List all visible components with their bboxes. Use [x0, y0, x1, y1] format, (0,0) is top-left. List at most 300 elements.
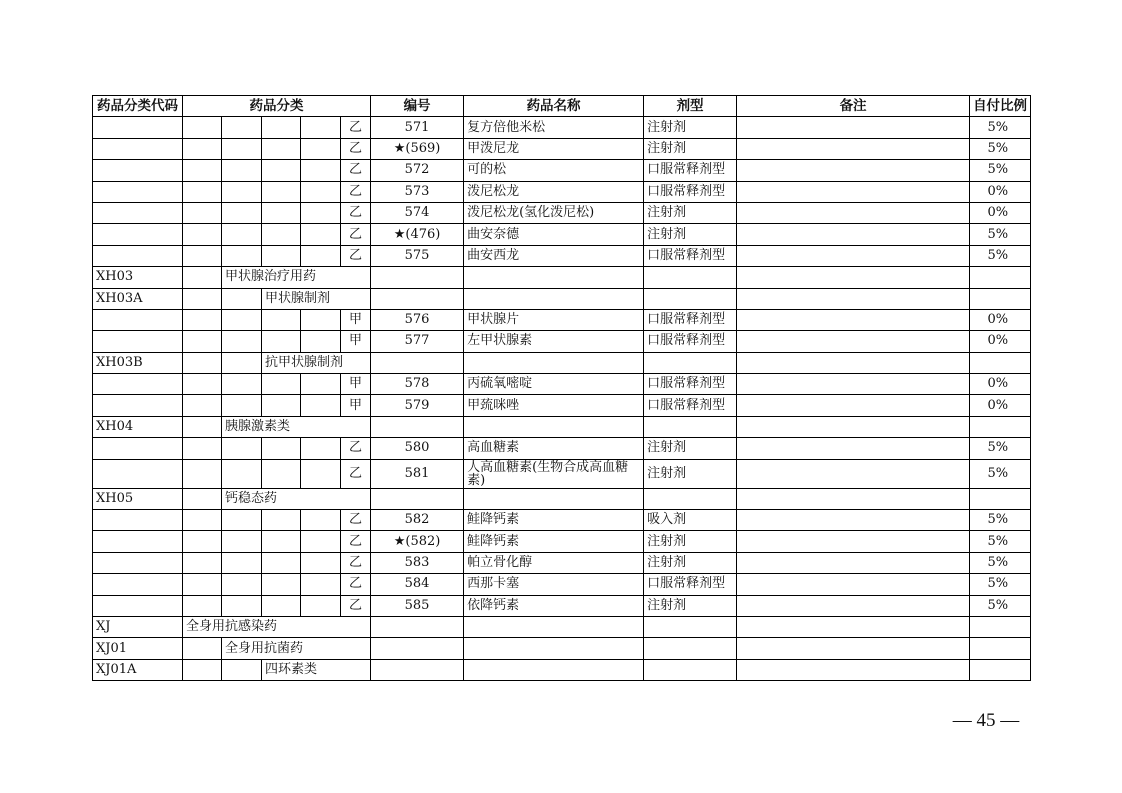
category-indent-cell	[183, 488, 222, 509]
drug-name: 帕立骨化醇	[464, 552, 644, 573]
category-indent-cell	[183, 574, 222, 595]
category-indent-cell	[262, 459, 301, 488]
drug-number: 577	[371, 331, 464, 352]
self-pay-ratio: 0%	[970, 202, 1031, 223]
drug-form: 吸入剂	[644, 510, 737, 531]
self-pay-ratio: 5%	[970, 510, 1031, 531]
drug-row	[93, 138, 1031, 159]
drug-number: 571	[371, 117, 464, 138]
category-code	[93, 459, 183, 488]
category-indent-cell	[301, 224, 341, 245]
category-label: 甲状腺制剂	[262, 288, 371, 309]
self-pay-ratio: 0%	[970, 374, 1031, 395]
ratio-cell	[970, 288, 1031, 309]
category-indent-cell	[301, 117, 341, 138]
drug-remark	[737, 552, 970, 573]
category-label: 钙稳态药	[222, 488, 371, 509]
drug-row	[93, 202, 1031, 223]
drug-form: 口服常释剂型	[644, 331, 737, 352]
drug-form: 口服常释剂型	[644, 374, 737, 395]
ratio-cell	[970, 616, 1031, 637]
name-cell	[464, 288, 644, 309]
drug-form: 口服常释剂型	[644, 574, 737, 595]
category-code	[93, 117, 183, 138]
category-code	[93, 160, 183, 181]
drug-name: 左甲状腺素	[464, 331, 644, 352]
drug-remark	[737, 138, 970, 159]
drug-name: 可的松	[464, 160, 644, 181]
drug-name: 鲑降钙素	[464, 531, 644, 552]
drug-remark	[737, 202, 970, 223]
category-indent-cell	[301, 160, 341, 181]
category-indent-cell	[183, 395, 222, 416]
category-row	[93, 488, 1031, 509]
category-indent-cell	[262, 138, 301, 159]
form-cell	[644, 638, 737, 659]
drug-form: 注射剂	[644, 138, 737, 159]
drug-name: 甲巯咪唑	[464, 395, 644, 416]
ratio-cell	[970, 416, 1031, 437]
drug-name: 曲安西龙	[464, 245, 644, 266]
self-pay-ratio: 5%	[970, 595, 1031, 616]
category-indent-cell	[222, 438, 262, 459]
drug-form: 口服常释剂型	[644, 181, 737, 202]
category-label: 四环素类	[262, 659, 371, 680]
ratio-cell	[970, 659, 1031, 680]
header-category: 药品分类	[183, 96, 371, 117]
page-number: — 45 —	[952, 710, 1020, 731]
drug-number: 583	[371, 552, 464, 573]
category-indent-cell	[301, 309, 341, 330]
drug-name: 曲安奈德	[464, 224, 644, 245]
category-indent-cell	[183, 552, 222, 573]
category-indent-cell	[262, 117, 301, 138]
form-cell	[644, 488, 737, 509]
category-indent-cell	[262, 331, 301, 352]
drug-form: 口服常释剂型	[644, 245, 737, 266]
drug-class: 甲	[341, 309, 371, 330]
drug-class: 乙	[341, 117, 371, 138]
category-code	[93, 374, 183, 395]
drug-name: 泼尼松龙	[464, 181, 644, 202]
category-indent-cell	[222, 552, 262, 573]
drug-form: 口服常释剂型	[644, 395, 737, 416]
drug-remark	[737, 459, 970, 488]
drug-remark	[737, 309, 970, 330]
category-code	[93, 331, 183, 352]
drug-remark	[737, 510, 970, 531]
drug-row	[93, 374, 1031, 395]
category-indent-cell	[222, 138, 262, 159]
category-indent-cell	[262, 224, 301, 245]
category-indent-cell	[183, 202, 222, 223]
category-indent-cell	[301, 438, 341, 459]
category-code	[93, 202, 183, 223]
self-pay-ratio: 0%	[970, 331, 1031, 352]
form-cell	[644, 659, 737, 680]
header-ratio: 自付比例	[970, 96, 1031, 117]
category-indent-cell	[183, 117, 222, 138]
self-pay-ratio: 5%	[970, 438, 1031, 459]
category-indent-cell	[222, 160, 262, 181]
name-cell	[464, 267, 644, 288]
drug-row	[93, 331, 1031, 352]
category-row	[93, 659, 1031, 680]
self-pay-ratio: 5%	[970, 138, 1031, 159]
category-indent-cell	[262, 202, 301, 223]
drug-class: 乙	[341, 181, 371, 202]
drug-number: ★(569)	[371, 138, 464, 159]
category-indent-cell	[301, 574, 341, 595]
number-cell	[371, 267, 464, 288]
category-code	[93, 395, 183, 416]
category-indent-cell	[301, 202, 341, 223]
drug-name: 丙硫氧嘧啶	[464, 374, 644, 395]
drug-class: 乙	[341, 438, 371, 459]
name-cell	[464, 488, 644, 509]
drug-name: 甲状腺片	[464, 309, 644, 330]
drug-form: 注射剂	[644, 459, 737, 488]
category-indent-cell	[222, 395, 262, 416]
drug-class: 乙	[341, 160, 371, 181]
category-indent-cell	[262, 160, 301, 181]
table-body	[93, 117, 1031, 681]
category-indent-cell	[301, 181, 341, 202]
drug-form: 注射剂	[644, 595, 737, 616]
category-indent-cell	[222, 309, 262, 330]
remark-cell	[737, 638, 970, 659]
drug-row	[93, 459, 1031, 488]
category-code: XJ01	[93, 638, 183, 659]
name-cell	[464, 352, 644, 373]
category-indent-cell	[262, 510, 301, 531]
category-row	[93, 416, 1031, 437]
drug-class: 乙	[341, 531, 371, 552]
drug-name: 高血糖素	[464, 438, 644, 459]
category-label: 全身用抗感染药	[183, 616, 371, 637]
category-label: 甲状腺治疗用药	[222, 267, 371, 288]
drug-number: 572	[371, 160, 464, 181]
drug-number: 575	[371, 245, 464, 266]
self-pay-ratio: 5%	[970, 531, 1031, 552]
form-cell	[644, 288, 737, 309]
header-code: 药品分类代码	[93, 96, 183, 117]
drug-form: 注射剂	[644, 117, 737, 138]
category-label: 抗甲状腺制剂	[262, 352, 371, 373]
drug-row	[93, 395, 1031, 416]
drug-name: 依降钙素	[464, 595, 644, 616]
drug-list-table	[92, 95, 1031, 681]
ratio-cell	[970, 352, 1031, 373]
number-cell	[371, 616, 464, 637]
category-row	[93, 352, 1031, 373]
name-cell	[464, 616, 644, 637]
drug-form: 注射剂	[644, 438, 737, 459]
category-indent-cell	[183, 659, 222, 680]
category-label: 全身用抗菌药	[222, 638, 371, 659]
category-indent-cell	[222, 374, 262, 395]
category-indent-cell	[183, 181, 222, 202]
category-indent-cell	[183, 531, 222, 552]
category-code: XJ	[93, 616, 183, 637]
category-indent-cell	[262, 309, 301, 330]
drug-name: 人高血糖素(生物合成高血糖素)	[464, 459, 644, 488]
drug-class: 甲	[341, 331, 371, 352]
drug-number: 576	[371, 309, 464, 330]
header-number: 编号	[371, 96, 464, 117]
category-indent-cell	[222, 595, 262, 616]
drug-remark	[737, 245, 970, 266]
category-code	[93, 574, 183, 595]
number-cell	[371, 416, 464, 437]
category-code: XJ01A	[93, 659, 183, 680]
category-indent-cell	[262, 395, 301, 416]
category-row	[93, 638, 1031, 659]
category-indent-cell	[301, 395, 341, 416]
remark-cell	[737, 416, 970, 437]
drug-name: 鲑降钙素	[464, 510, 644, 531]
self-pay-ratio: 5%	[970, 117, 1031, 138]
drug-row	[93, 245, 1031, 266]
drug-form: 口服常释剂型	[644, 309, 737, 330]
remark-cell	[737, 288, 970, 309]
category-indent-cell	[262, 181, 301, 202]
category-indent-cell	[301, 510, 341, 531]
category-row	[93, 288, 1031, 309]
self-pay-ratio: 5%	[970, 224, 1031, 245]
drug-remark	[737, 574, 970, 595]
drug-row	[93, 595, 1031, 616]
category-indent-cell	[183, 510, 222, 531]
drug-number: 581	[371, 459, 464, 488]
drug-number: 579	[371, 395, 464, 416]
drug-name: 西那卡塞	[464, 574, 644, 595]
form-cell	[644, 267, 737, 288]
category-code	[93, 438, 183, 459]
category-indent-cell	[183, 331, 222, 352]
drug-remark	[737, 117, 970, 138]
drug-number: 580	[371, 438, 464, 459]
category-indent-cell	[222, 352, 262, 373]
self-pay-ratio: 5%	[970, 459, 1031, 488]
category-indent-cell	[222, 288, 262, 309]
category-indent-cell	[262, 374, 301, 395]
category-indent-cell	[222, 117, 262, 138]
category-indent-cell	[301, 374, 341, 395]
drug-form: 注射剂	[644, 224, 737, 245]
category-indent-cell	[262, 574, 301, 595]
self-pay-ratio: 5%	[970, 160, 1031, 181]
drug-class: 乙	[341, 459, 371, 488]
category-code: XH05	[93, 488, 183, 509]
drug-number: ★(476)	[371, 224, 464, 245]
category-code: XH04	[93, 416, 183, 437]
drug-name: 泼尼松龙(氢化泼尼松)	[464, 202, 644, 223]
header-form: 剂型	[644, 96, 737, 117]
category-indent-cell	[262, 245, 301, 266]
category-indent-cell	[183, 459, 222, 488]
category-code	[93, 510, 183, 531]
category-indent-cell	[183, 595, 222, 616]
drug-remark	[737, 331, 970, 352]
drug-row	[93, 531, 1031, 552]
category-indent-cell	[183, 160, 222, 181]
drug-remark	[737, 595, 970, 616]
category-indent-cell	[301, 245, 341, 266]
category-indent-cell	[301, 552, 341, 573]
drug-remark	[737, 531, 970, 552]
remark-cell	[737, 616, 970, 637]
category-indent-cell	[222, 331, 262, 352]
category-code	[93, 224, 183, 245]
drug-form: 注射剂	[644, 552, 737, 573]
form-cell	[644, 352, 737, 373]
category-code: XH03B	[93, 352, 183, 373]
drug-row	[93, 574, 1031, 595]
self-pay-ratio: 5%	[970, 574, 1031, 595]
drug-row	[93, 224, 1031, 245]
drug-class: 乙	[341, 138, 371, 159]
category-code	[93, 181, 183, 202]
category-indent-cell	[222, 224, 262, 245]
drug-class: 乙	[341, 595, 371, 616]
name-cell	[464, 659, 644, 680]
category-indent-cell	[222, 510, 262, 531]
self-pay-ratio: 5%	[970, 245, 1031, 266]
category-code: XH03	[93, 267, 183, 288]
drug-number: 578	[371, 374, 464, 395]
drug-class: 乙	[341, 224, 371, 245]
drug-class: 乙	[341, 202, 371, 223]
category-code	[93, 138, 183, 159]
category-indent-cell	[183, 138, 222, 159]
number-cell	[371, 659, 464, 680]
header-remark: 备注	[737, 96, 970, 117]
drug-row	[93, 309, 1031, 330]
form-cell	[644, 616, 737, 637]
category-indent-cell	[301, 595, 341, 616]
number-cell	[371, 638, 464, 659]
drug-row	[93, 552, 1031, 573]
self-pay-ratio: 0%	[970, 395, 1031, 416]
name-cell	[464, 638, 644, 659]
number-cell	[371, 488, 464, 509]
header-name: 药品名称	[464, 96, 644, 117]
category-indent-cell	[183, 438, 222, 459]
drug-remark	[737, 374, 970, 395]
drug-row	[93, 117, 1031, 138]
drug-name: 复方倍他米松	[464, 117, 644, 138]
category-code	[93, 309, 183, 330]
drug-class: 乙	[341, 552, 371, 573]
drug-row	[93, 510, 1031, 531]
category-indent-cell	[262, 531, 301, 552]
drug-form: 口服常释剂型	[644, 160, 737, 181]
drug-row	[93, 181, 1031, 202]
table-header-row	[93, 96, 1031, 117]
category-indent-cell	[301, 459, 341, 488]
drug-remark	[737, 224, 970, 245]
category-indent-cell	[262, 595, 301, 616]
category-code	[93, 595, 183, 616]
category-indent-cell	[222, 574, 262, 595]
name-cell	[464, 416, 644, 437]
drug-number: 585	[371, 595, 464, 616]
category-indent-cell	[301, 331, 341, 352]
self-pay-ratio: 0%	[970, 181, 1031, 202]
category-indent-cell	[222, 531, 262, 552]
category-indent-cell	[183, 638, 222, 659]
category-code: XH03A	[93, 288, 183, 309]
drug-remark	[737, 438, 970, 459]
drug-number: 582	[371, 510, 464, 531]
drug-name: 甲泼尼龙	[464, 138, 644, 159]
category-indent-cell	[183, 245, 222, 266]
drug-remark	[737, 160, 970, 181]
category-indent-cell	[301, 531, 341, 552]
drug-number: 573	[371, 181, 464, 202]
category-code	[93, 552, 183, 573]
ratio-cell	[970, 488, 1031, 509]
drug-row	[93, 438, 1031, 459]
drug-remark	[737, 181, 970, 202]
remark-cell	[737, 267, 970, 288]
drug-remark	[737, 395, 970, 416]
category-indent-cell	[222, 459, 262, 488]
category-indent-cell	[183, 416, 222, 437]
category-indent-cell	[262, 438, 301, 459]
drug-class: 乙	[341, 510, 371, 531]
category-indent-cell	[262, 552, 301, 573]
self-pay-ratio: 0%	[970, 309, 1031, 330]
ratio-cell	[970, 267, 1031, 288]
self-pay-ratio: 5%	[970, 552, 1031, 573]
category-indent-cell	[183, 267, 222, 288]
drug-form: 注射剂	[644, 531, 737, 552]
drug-number: ★(582)	[371, 531, 464, 552]
form-cell	[644, 416, 737, 437]
drug-class: 甲	[341, 374, 371, 395]
number-cell	[371, 352, 464, 373]
remark-cell	[737, 352, 970, 373]
ratio-cell	[970, 638, 1031, 659]
category-row	[93, 616, 1031, 637]
drug-class: 乙	[341, 574, 371, 595]
remark-cell	[737, 488, 970, 509]
remark-cell	[737, 659, 970, 680]
category-indent-cell	[183, 224, 222, 245]
number-cell	[371, 288, 464, 309]
drug-number: 584	[371, 574, 464, 595]
drug-form: 注射剂	[644, 202, 737, 223]
category-indent-cell	[222, 245, 262, 266]
category-indent-cell	[222, 181, 262, 202]
category-label: 胰腺激素类	[222, 416, 371, 437]
drug-class: 甲	[341, 395, 371, 416]
category-indent-cell	[183, 309, 222, 330]
category-indent-cell	[183, 352, 222, 373]
drug-class: 乙	[341, 245, 371, 266]
category-indent-cell	[183, 374, 222, 395]
category-indent-cell	[301, 138, 341, 159]
category-indent-cell	[222, 202, 262, 223]
category-code	[93, 531, 183, 552]
category-row	[93, 267, 1031, 288]
category-indent-cell	[222, 659, 262, 680]
category-indent-cell	[183, 288, 222, 309]
drug-row	[93, 160, 1031, 181]
drug-number: 574	[371, 202, 464, 223]
